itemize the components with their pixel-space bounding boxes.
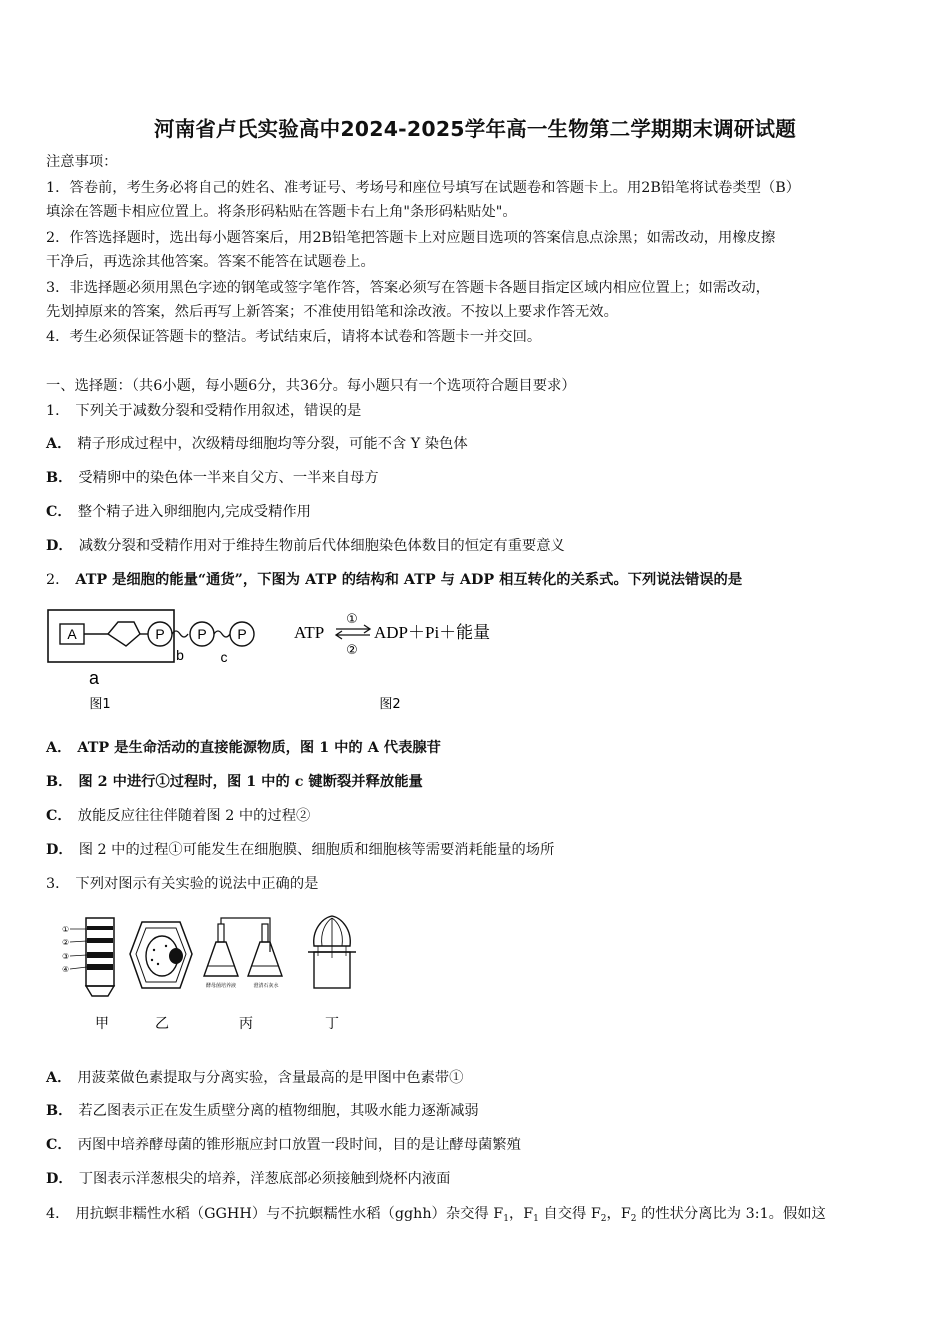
option-d [46,840,554,860]
arrow-label-2: ② [346,643,358,658]
notice-line: 先划掉原来的答案，然后再写上新答案；不准使用铅笔和涂改液。不按以上要求作答无效。 [46,304,618,320]
band-label: ① [62,925,70,934]
phosphate-label: P [197,626,207,642]
figure-2-caption: 图2 [379,697,401,712]
option-c [46,806,310,826]
flask-label: 澄清石灰水 [253,983,279,989]
question-stem: 下列对图示有关实验的说法中正确的是 [75,876,319,892]
plant-cell-yi [130,922,192,1032]
figure-caption: 丁 [325,1016,339,1032]
high-energy-bond-c [214,631,230,637]
option-b [46,772,423,792]
option-text: 放能反应往往伴随着图 2 中的过程② [77,808,311,824]
option-text: 用菠菜做色素提取与分离实验，含量最高的是甲图中色素带① [77,1070,464,1086]
option-b [46,468,379,488]
bond-label-b: b [176,647,184,663]
option-d [46,536,565,556]
notice-line: 3．非选择题必须用黑色字迹的钢笔或签字笔作答，答案必须写在答题卡各题目指定区域内相应位置上；如需改动， [46,280,770,296]
chromatography-tube-jia [62,918,114,1032]
phosphate-label: P [237,626,247,642]
option-a [46,738,441,758]
notice-heading: 注意事项： [46,154,118,170]
flask-setup-bing [204,918,282,1032]
question-number: 3． [46,876,70,892]
notice-line: 4．考生必须保证答题卡的整洁。考试结束后，请将本试卷和答题卡一并交回。 [46,329,542,345]
notice-line: 填涂在答题卡相应位置上。将条形码粘贴在答题卡右上角"条形码粘贴处"。 [46,204,517,220]
onion-beaker-ding [308,916,356,1032]
option-letter: D． [46,538,73,554]
option-text: 图 2 中进行①过程时，图 1 中的 c 键断裂并释放能量 [78,774,423,790]
option-c [46,1135,521,1155]
band-label: ③ [62,952,70,961]
option-text: ATP 是生命活动的直接能源物质，图 1 中的 A 代表腺苷 [77,740,441,756]
band-label: ④ [62,965,70,974]
atp-structure-diagram [48,610,254,712]
arrow-label-1: ① [346,612,358,627]
question-1 [46,401,361,421]
question-stem: ATP 是细胞的能量“通货”，下图为 ATP 的结构和 ATP 与 ADP 相互转化的关系式。下列说法错误的是 [75,572,743,588]
option-letter: A． [46,1070,72,1086]
option-letter: D． [46,842,73,858]
option-b [46,1101,479,1121]
equation-right: ADP＋Pi＋能量 [374,623,491,642]
ribose-shape [108,622,140,646]
option-letter: A． [46,740,72,756]
option-letter: C． [46,808,72,824]
option-text: 若乙图表示正在发生质壁分离的植物细胞，其吸水能力逐渐减弱 [78,1103,479,1119]
option-text: 减数分裂和受精作用对于维持生物前后代体细胞染色体数目的恒定有重要意义 [78,538,565,554]
notice-line: 1．答卷前，考生务必将自己的姓名、准考证号、考场号和座位号填写在试题卷和答题卡上。用2B铅笔将试卷类型（B） [46,180,801,196]
equation-left: ATP [294,623,325,642]
option-letter: D． [46,1171,73,1187]
option-text: 整个精子进入卵细胞内,完成受精作用 [77,504,311,520]
option-text: 图 2 中的过程①可能发生在细胞膜、细胞质和细胞核等需要消耗能量的场所 [78,842,555,858]
figure-1-caption: 图1 [89,697,111,712]
notice-line: 干净后，再选涂其他答案。答案不能答在试题卷上。 [46,254,375,270]
notice-line: 2．作答选择题时，选出每小题答案后，用2B铅笔把答题卡上对应题目选项的答案信息点涂黑；如需改动，用橡皮擦 [46,230,776,246]
option-letter: C． [46,504,72,520]
structure-label-a: a [88,668,100,688]
question-number: 1． [46,403,70,419]
option-letter: C． [46,1137,72,1153]
question-stem: 下列关于减数分裂和受精作用叙述，错误的是 [75,403,362,419]
option-letter: B． [46,1103,73,1119]
flask-label: 酵母菌培养液 [205,983,237,989]
option-text: 丁图表示洋葱根尖的培养，洋葱底部必须接触到烧杯内液面 [78,1171,451,1187]
option-d [46,1169,450,1189]
figure-caption: 丙 [239,1016,253,1032]
atp-figure [44,604,524,716]
figure-caption: 甲 [95,1016,109,1032]
question-2 [46,570,742,590]
option-text: 受精卵中的染色体一半来自父方、一半来自母方 [78,470,379,486]
adenine-label: A [67,626,77,642]
option-a [46,434,468,454]
option-text: 丙图中培养酵母菌的锥形瓶应封口放置一段时间，目的是让酵母菌繁殖 [77,1137,521,1153]
question-stem: 用抗螟非糯性水稻（GGHH）与不抗螟糯性水稻（gghh）杂交得 $F_1$，$F_1$ 自交得 $F_2$，$F_2$ 的性状分离比为 3:1。假如这 [75,1206,826,1224]
option-letter: B． [46,470,73,486]
option-a [46,1068,463,1088]
question-4 [46,1204,826,1229]
question-number: 2． [46,572,70,588]
option-c [46,502,311,522]
atp-adp-equation [294,612,490,712]
question-3 [46,874,318,894]
figure-caption: 乙 [155,1016,169,1032]
section-heading: 一、选择题：（共6小题，每小题6分，共36分。每小题只有一个选项符合题目要求） [46,378,576,394]
option-text: 精子形成过程中，次级精母细胞均等分裂，可能不含 Y 染色体 [77,436,468,452]
bond-label-c: c [220,649,228,665]
option-letter: A． [46,436,72,452]
option-letter: B． [46,774,73,790]
band-label: ② [62,938,70,947]
page-title: 河南省卢氏实验高中2024-2025学年高一生物第二学期期末调研试题 [154,117,796,141]
phosphate-label: P [155,626,165,642]
experiment-figure [56,912,366,1036]
question-number: 4． [46,1206,70,1222]
